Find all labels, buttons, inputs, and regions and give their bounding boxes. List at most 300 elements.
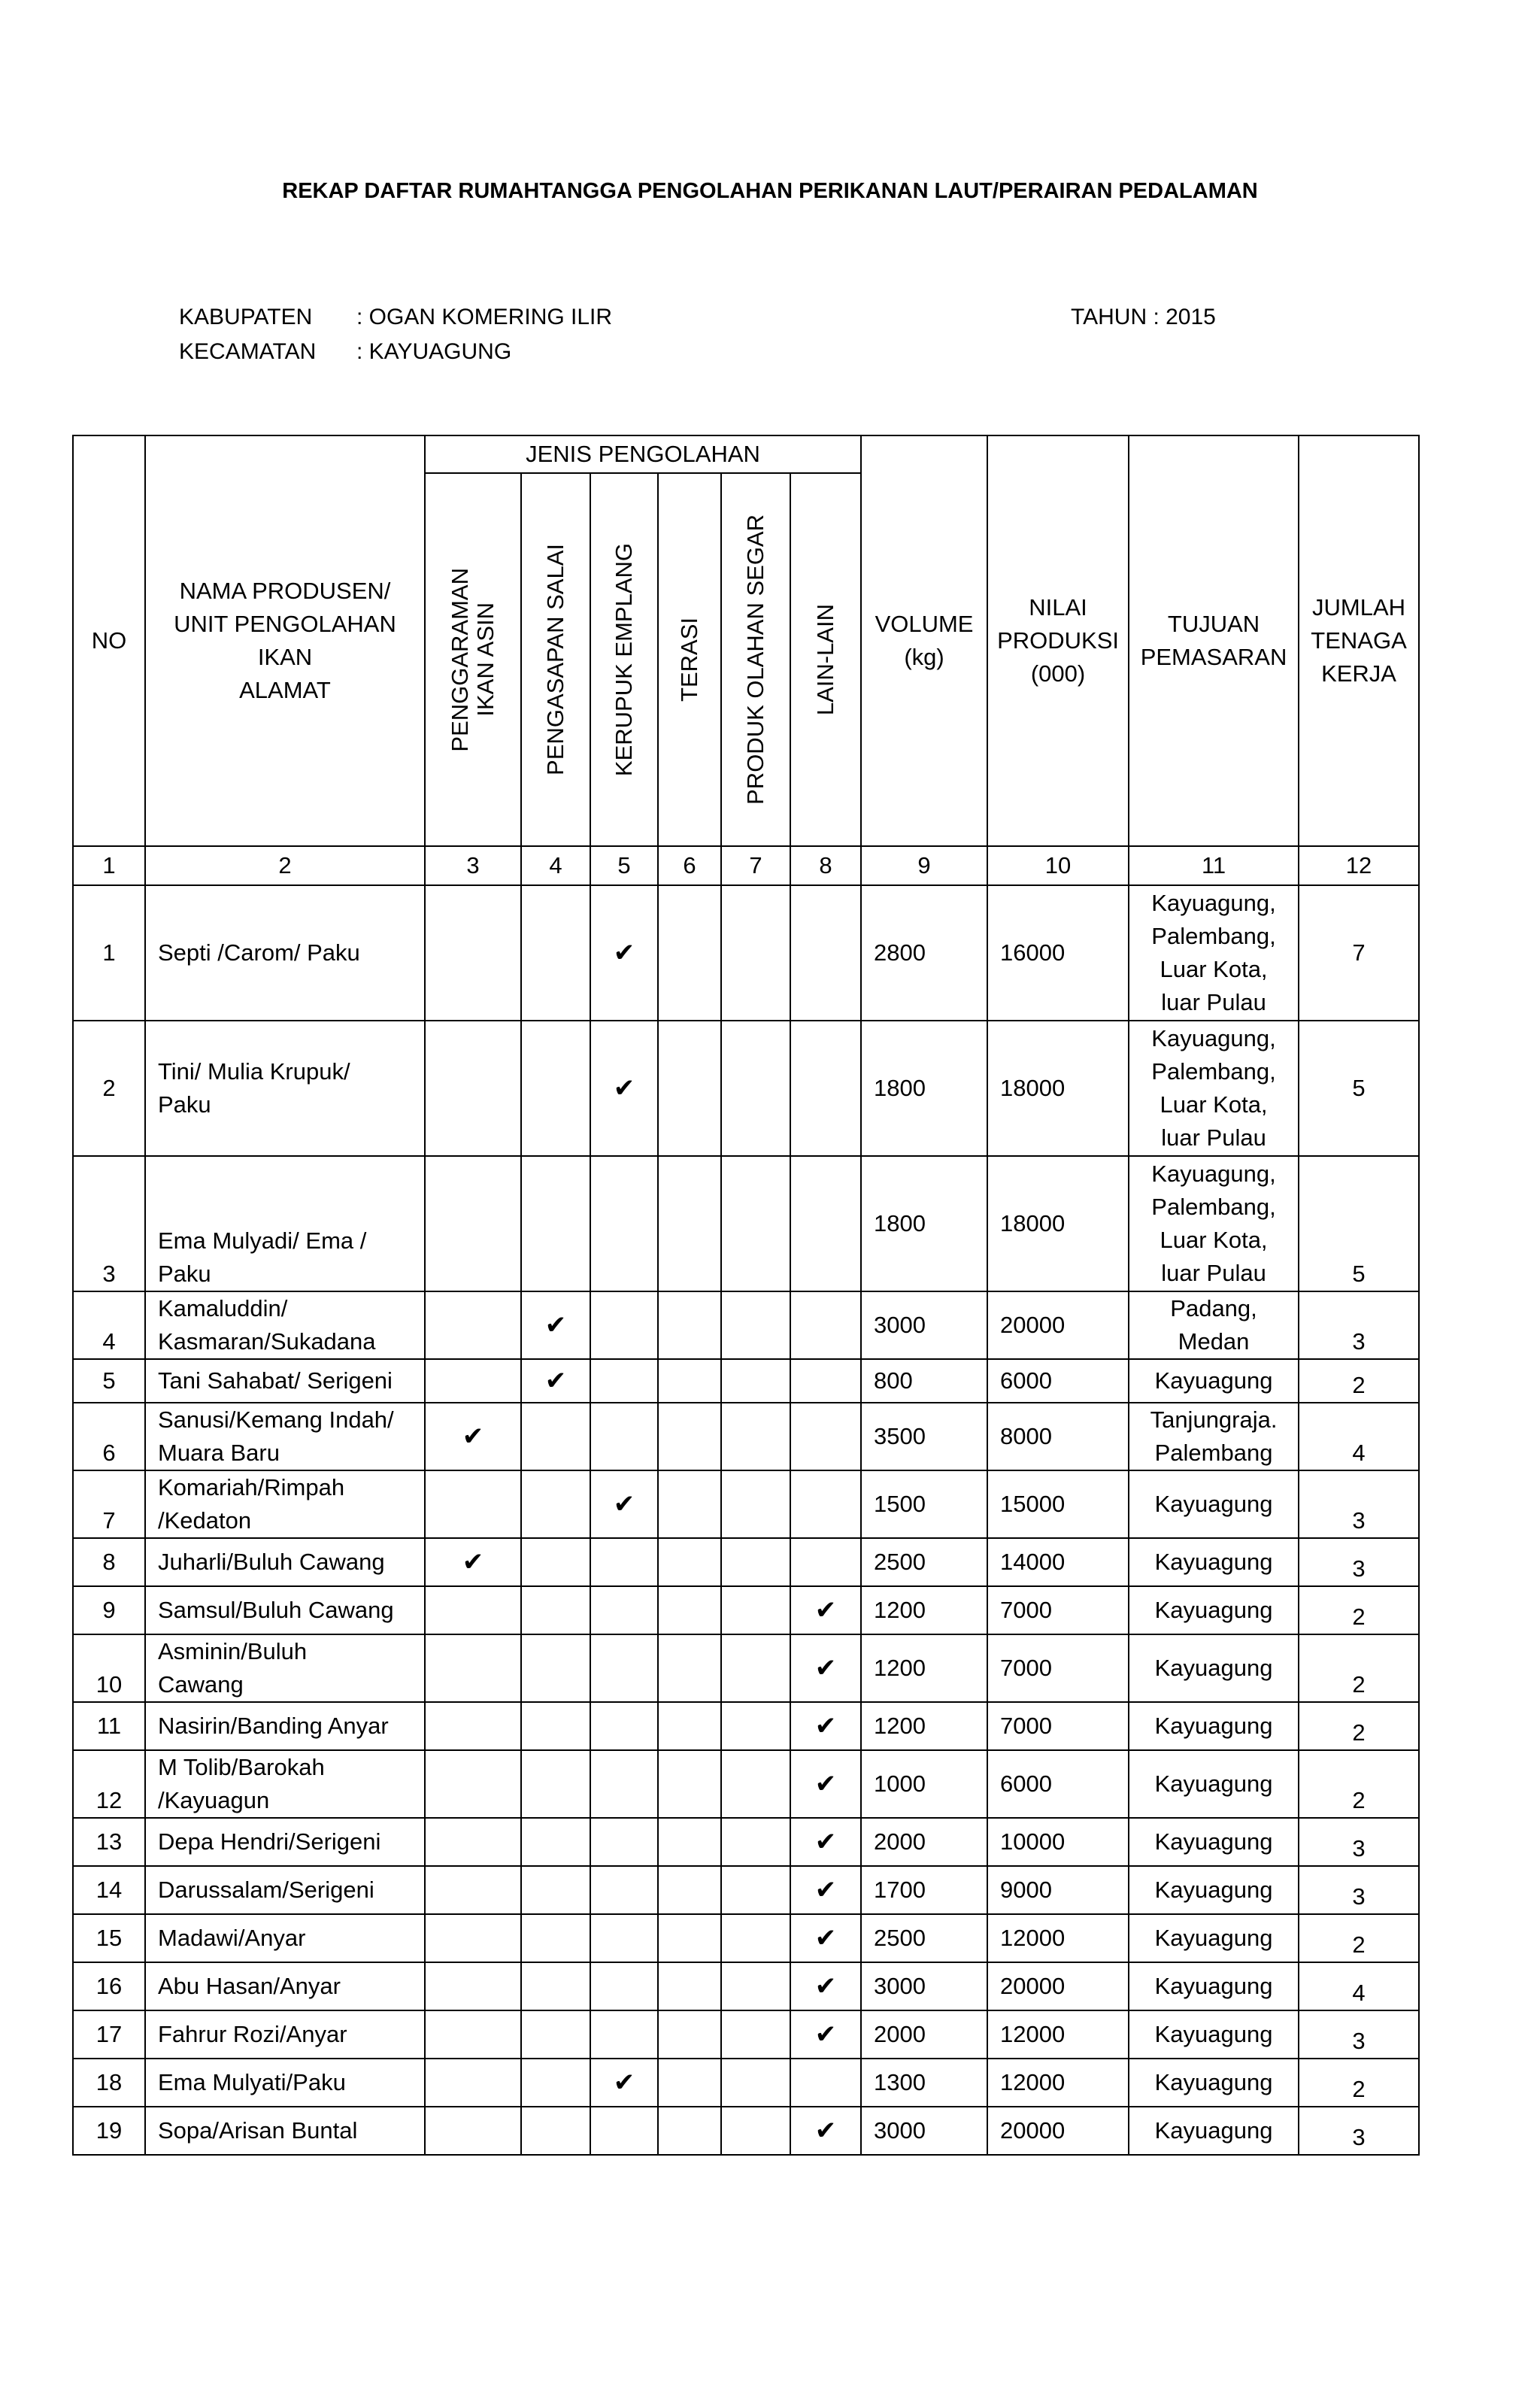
row-jenis-col-4 <box>521 1818 590 1866</box>
table-body <box>73 885 1419 2155</box>
row-nama-line: Ema Mulyati/Paku <box>158 2069 346 2095</box>
row-nama <box>145 1403 425 1470</box>
row-jenis-col-4 <box>521 1359 590 1403</box>
row-tujuan-line: Kayuagung <box>1154 1367 1273 1394</box>
row-tujuan-line: luar Pulau <box>1161 1124 1266 1151</box>
row-tujuan-line: Palembang, <box>1151 923 1276 949</box>
row-jenis-col-7 <box>721 1359 790 1403</box>
row-jenis-col-4 <box>521 2010 590 2059</box>
row-jenis-col-7 <box>721 1914 790 1962</box>
column-number: 1 <box>73 846 145 885</box>
row-nama-line: Nasirin/Banding Anyar <box>158 1713 389 1739</box>
row-volume: 2000 <box>861 2010 987 2059</box>
row-jenis-col-7 <box>721 2059 790 2107</box>
row-volume: 1800 <box>861 1021 987 1156</box>
row-jenis-col-5 <box>590 1634 658 1702</box>
checkmark-icon: ✔ <box>462 1548 484 1576</box>
checkmark-icon: ✔ <box>814 1596 837 1625</box>
row-jenis-col-3 <box>425 1914 521 1962</box>
row-jenis-col-6 <box>658 1866 721 1914</box>
checkmark-icon: ✔ <box>613 939 635 967</box>
row-jenis-col-4 <box>521 2059 590 2107</box>
row-nilai: 20000 <box>987 1291 1129 1359</box>
row-jenis-col-4 <box>521 1634 590 1702</box>
column-number: 5 <box>590 846 658 885</box>
row-nama-line: Komariah/Rimpah <box>158 1474 345 1500</box>
row-jenis-col-4 <box>521 2107 590 2155</box>
row-no: 9 <box>73 1586 145 1634</box>
checkmark-icon: ✔ <box>814 2116 837 2145</box>
row-jenis-col-5 <box>590 885 658 1021</box>
row-no: 10 <box>73 1634 145 1702</box>
row-no: 17 <box>73 2010 145 2059</box>
row-jenis-col-4 <box>521 1291 590 1359</box>
row-jenis-col-5 <box>590 1156 658 1291</box>
kabupaten-label: KABUPATEN <box>179 305 313 329</box>
row-tenaga-kerja: 2 <box>1299 2059 1419 2107</box>
row-jenis-col-7 <box>721 1156 790 1291</box>
row-nama <box>145 1586 425 1634</box>
row-tujuan-line: Kayuagung <box>1154 2069 1273 2095</box>
row-nama-line: Cawang <box>158 1671 244 1698</box>
row-jenis-col-4 <box>521 1750 590 1818</box>
row-nilai: 7000 <box>987 1586 1129 1634</box>
row-tujuan <box>1129 1156 1299 1291</box>
row-volume: 2000 <box>861 1818 987 1866</box>
row-tenaga-kerja: 3 <box>1299 2010 1419 2059</box>
table-row <box>73 1702 1419 1750</box>
checkmark-icon: ✔ <box>814 1924 837 1953</box>
row-jenis-col-8 <box>790 1470 861 1538</box>
row-tenaga-kerja: 7 <box>1299 885 1419 1021</box>
table-row <box>73 1538 1419 1586</box>
header-penggaraman: PENGGARAMAN IKAN ASIN <box>425 473 521 846</box>
row-jenis-col-5 <box>590 1750 658 1818</box>
row-nilai: 16000 <box>987 885 1129 1021</box>
row-jenis-col-6 <box>658 1634 721 1702</box>
row-jenis-col-8 <box>790 1021 861 1156</box>
row-jenis-col-5 <box>590 1021 658 1156</box>
row-jenis-col-6 <box>658 885 721 1021</box>
column-number: 2 <box>145 846 425 885</box>
row-jenis-col-3 <box>425 885 521 1021</box>
row-no: 14 <box>73 1866 145 1914</box>
row-nilai: 7000 <box>987 1634 1129 1702</box>
row-tujuan <box>1129 1470 1299 1538</box>
row-nama <box>145 1962 425 2010</box>
row-jenis-col-6 <box>658 1538 721 1586</box>
row-volume: 2500 <box>861 1538 987 1586</box>
column-number: 3 <box>425 846 521 885</box>
header-jenis-pengolahan: JENIS PENGOLAHAN <box>425 435 861 473</box>
row-jenis-col-8 <box>790 1914 861 1962</box>
table-row <box>73 1359 1419 1403</box>
row-jenis-col-7 <box>721 1403 790 1470</box>
row-tenaga-kerja: 2 <box>1299 1750 1419 1818</box>
row-no: 4 <box>73 1291 145 1359</box>
row-jenis-col-6 <box>658 1291 721 1359</box>
table-row <box>73 2107 1419 2155</box>
checkmark-icon: ✔ <box>613 1490 635 1519</box>
table-row <box>73 1962 1419 2010</box>
row-tenaga-kerja: 3 <box>1299 1538 1419 1586</box>
row-jenis-col-7 <box>721 1702 790 1750</box>
row-no: 8 <box>73 1538 145 1586</box>
row-jenis-col-3 <box>425 1750 521 1818</box>
row-nama-line: /Kedaton <box>158 1507 252 1534</box>
row-nama-line: Darussalam/Serigeni <box>158 1877 374 1903</box>
row-jenis-col-6 <box>658 1470 721 1538</box>
row-tenaga-kerja: 3 <box>1299 1291 1419 1359</box>
row-tujuan-line: Palembang <box>1154 1440 1273 1466</box>
row-jenis-col-8 <box>790 2010 861 2059</box>
row-jenis-col-6 <box>658 1750 721 1818</box>
row-nilai: 12000 <box>987 2059 1129 2107</box>
row-jenis-col-6 <box>658 1818 721 1866</box>
row-jenis-col-7 <box>721 1586 790 1634</box>
row-jenis-col-5 <box>590 1962 658 2010</box>
row-nama <box>145 1021 425 1156</box>
row-jenis-col-8 <box>790 1156 861 1291</box>
row-jenis-col-4 <box>521 1702 590 1750</box>
header-nilai: NILAI PRODUKSI (000) <box>987 435 1129 846</box>
row-nama <box>145 1914 425 1962</box>
row-nama-line: Depa Hendri/Serigeni <box>158 1828 381 1855</box>
row-jenis-col-3 <box>425 1962 521 2010</box>
row-tujuan <box>1129 1291 1299 1359</box>
row-volume: 1000 <box>861 1750 987 1818</box>
row-tujuan <box>1129 1818 1299 1866</box>
checkmark-icon: ✔ <box>814 1770 837 1798</box>
row-nama-line: Madawi/Anyar <box>158 1925 306 1951</box>
table-row <box>73 1634 1419 1702</box>
row-jenis-col-8 <box>790 1359 861 1403</box>
column-number: 12 <box>1299 846 1419 885</box>
row-jenis-col-3 <box>425 1470 521 1538</box>
row-nama-line: Paku <box>158 1091 211 1118</box>
row-jenis-col-3 <box>425 1702 521 1750</box>
row-tujuan-line: Kayuagung <box>1154 1655 1273 1681</box>
row-jenis-col-7 <box>721 1470 790 1538</box>
row-tujuan <box>1129 1586 1299 1634</box>
row-tujuan-line: Tanjungraja. <box>1150 1406 1278 1433</box>
header-terasi: TERASI <box>658 473 721 846</box>
row-tenaga-kerja: 2 <box>1299 1702 1419 1750</box>
row-jenis-col-7 <box>721 1962 790 2010</box>
row-jenis-col-8 <box>790 1538 861 1586</box>
row-jenis-col-5 <box>590 1586 658 1634</box>
row-volume: 2800 <box>861 885 987 1021</box>
row-volume: 1200 <box>861 1634 987 1702</box>
row-jenis-col-5 <box>590 1914 658 1962</box>
row-nama-line: Kamaluddin/ <box>158 1295 288 1321</box>
column-number: 8 <box>790 846 861 885</box>
row-nilai: 20000 <box>987 2107 1129 2155</box>
row-jenis-col-4 <box>521 1914 590 1962</box>
row-nama <box>145 2107 425 2155</box>
column-number: 4 <box>521 846 590 885</box>
row-nilai: 14000 <box>987 1538 1129 1586</box>
row-volume: 1200 <box>861 1586 987 1634</box>
row-volume: 2500 <box>861 1914 987 1962</box>
row-nama <box>145 1291 425 1359</box>
row-tenaga-kerja: 5 <box>1299 1156 1419 1291</box>
table-row <box>73 1586 1419 1634</box>
row-jenis-col-4 <box>521 1021 590 1156</box>
checkmark-icon: ✔ <box>814 1972 837 2001</box>
row-nama <box>145 1156 425 1291</box>
row-nama <box>145 2059 425 2107</box>
row-nama-line: Sanusi/Kemang Indah/ <box>158 1406 394 1433</box>
row-nilai: 9000 <box>987 1866 1129 1914</box>
row-jenis-col-7 <box>721 1021 790 1156</box>
header-jumlah: JUMLAH TENAGA KERJA <box>1299 435 1419 846</box>
row-volume: 3000 <box>861 2107 987 2155</box>
header-produk: PRODUK OLAHAN SEGAR <box>721 473 790 846</box>
row-jenis-col-3 <box>425 1403 521 1470</box>
row-nilai: 15000 <box>987 1470 1129 1538</box>
row-jenis-col-7 <box>721 2010 790 2059</box>
row-tujuan <box>1129 2059 1299 2107</box>
row-no: 1 <box>73 885 145 1021</box>
row-nama <box>145 1359 425 1403</box>
column-number: 7 <box>721 846 790 885</box>
checkmark-icon: ✔ <box>814 1712 837 1740</box>
row-volume: 3500 <box>861 1403 987 1470</box>
row-nilai: 12000 <box>987 1914 1129 1962</box>
row-volume: 800 <box>861 1359 987 1403</box>
row-jenis-col-8 <box>790 2107 861 2155</box>
row-jenis-col-3 <box>425 2059 521 2107</box>
row-jenis-col-7 <box>721 1538 790 1586</box>
row-nama <box>145 2010 425 2059</box>
kecamatan-label: KECAMATAN <box>179 339 317 364</box>
row-jenis-col-7 <box>721 885 790 1021</box>
document-title: REKAP DAFTAR RUMAHTANGGA PENGOLAHAN PERIKANAN LAUT/PERAIRAN PEDALAMAN <box>282 179 1258 203</box>
row-jenis-col-6 <box>658 2107 721 2155</box>
row-nama-line: Paku <box>158 1261 211 1287</box>
row-nilai: 6000 <box>987 1750 1129 1818</box>
row-nama-line: Fahrur Rozi/Anyar <box>158 2021 347 2047</box>
row-tujuan <box>1129 885 1299 1021</box>
row-jenis-col-5 <box>590 1470 658 1538</box>
row-jenis-col-6 <box>658 1702 721 1750</box>
header-lain: LAIN-LAIN <box>790 473 861 846</box>
row-nama-line: /Kayuagun <box>158 1787 270 1813</box>
table-row <box>73 1818 1419 1866</box>
row-jenis-col-3 <box>425 2010 521 2059</box>
table-row <box>73 1866 1419 1914</box>
row-tujuan-line: Kayuagung <box>1154 1770 1273 1797</box>
row-tujuan <box>1129 1403 1299 1470</box>
table-row <box>73 1156 1419 1291</box>
row-jenis-col-8 <box>790 2059 861 2107</box>
row-jenis-col-7 <box>721 1634 790 1702</box>
row-nilai: 18000 <box>987 1156 1129 1291</box>
row-nama-line: Tani Sahabat/ Serigeni <box>158 1367 393 1394</box>
row-jenis-col-3 <box>425 1359 521 1403</box>
row-jenis-col-5 <box>590 1702 658 1750</box>
row-tenaga-kerja: 4 <box>1299 1403 1419 1470</box>
row-tujuan-line: Kayuagung, <box>1151 1161 1276 1187</box>
row-tujuan-line: Kayuagung <box>1154 2117 1273 2144</box>
row-tujuan <box>1129 2107 1299 2155</box>
row-tenaga-kerja: 2 <box>1299 1914 1419 1962</box>
row-tujuan <box>1129 1634 1299 1702</box>
row-jenis-col-3 <box>425 1634 521 1702</box>
row-nama-line: Ema Mulyadi/ Ema / <box>158 1227 367 1254</box>
row-nama <box>145 1538 425 1586</box>
row-jenis-col-3 <box>425 2107 521 2155</box>
table-row <box>73 1403 1419 1470</box>
row-tujuan-line: luar Pulau <box>1161 989 1266 1015</box>
row-nama-line: Muara Baru <box>158 1440 280 1466</box>
checkmark-icon: ✔ <box>613 1074 635 1103</box>
row-jenis-col-3 <box>425 1291 521 1359</box>
row-nama-line: Septi /Carom/ Paku <box>158 939 360 966</box>
row-tenaga-kerja: 5 <box>1299 1021 1419 1156</box>
row-tenaga-kerja: 3 <box>1299 1866 1419 1914</box>
row-nama-line: Samsul/Buluh Cawang <box>158 1597 394 1623</box>
row-tenaga-kerja: 2 <box>1299 1586 1419 1634</box>
row-volume: 1700 <box>861 1866 987 1914</box>
row-nama-line: Tini/ Mulia Krupuk/ <box>158 1058 350 1085</box>
row-jenis-col-5 <box>590 1538 658 1586</box>
row-jenis-col-6 <box>658 1156 721 1291</box>
data-table <box>72 435 1420 2156</box>
row-volume: 3000 <box>861 1291 987 1359</box>
checkmark-icon: ✔ <box>544 1367 567 1395</box>
row-nilai: 20000 <box>987 1962 1129 2010</box>
row-jenis-col-7 <box>721 2107 790 2155</box>
row-jenis-col-4 <box>521 1470 590 1538</box>
row-tujuan <box>1129 1914 1299 1962</box>
row-no: 12 <box>73 1750 145 1818</box>
row-tujuan <box>1129 1021 1299 1156</box>
row-tenaga-kerja: 3 <box>1299 2107 1419 2155</box>
row-jenis-col-4 <box>521 1156 590 1291</box>
column-number: 10 <box>987 846 1129 885</box>
row-jenis-col-6 <box>658 2059 721 2107</box>
row-tujuan-line: Kayuagung <box>1154 1597 1273 1623</box>
row-jenis-col-3 <box>425 1586 521 1634</box>
row-tujuan-line: Luar Kota, <box>1160 1091 1268 1118</box>
row-jenis-col-5 <box>590 2010 658 2059</box>
row-tujuan-line: Kayuagung <box>1154 1925 1273 1951</box>
row-jenis-col-3 <box>425 1538 521 1586</box>
column-number: 11 <box>1129 846 1299 885</box>
column-number: 6 <box>658 846 721 885</box>
row-tenaga-kerja: 2 <box>1299 1359 1419 1403</box>
row-jenis-col-6 <box>658 1586 721 1634</box>
row-jenis-col-8 <box>790 1634 861 1702</box>
table-row <box>73 885 1419 1021</box>
header-kerupuk: KERUPUK EMPLANG <box>590 473 658 846</box>
row-jenis-col-7 <box>721 1291 790 1359</box>
row-jenis-col-6 <box>658 1021 721 1156</box>
row-jenis-col-6 <box>658 1962 721 2010</box>
row-jenis-col-8 <box>790 1291 861 1359</box>
row-jenis-col-5 <box>590 2107 658 2155</box>
row-tujuan-line: Kayuagung <box>1154 1549 1273 1575</box>
row-jenis-col-8 <box>790 1962 861 2010</box>
kecamatan-value: : KAYUAGUNG <box>356 339 512 364</box>
row-jenis-col-6 <box>658 1914 721 1962</box>
row-volume: 1200 <box>861 1702 987 1750</box>
row-nama-line: Asminin/Buluh <box>158 1638 308 1664</box>
row-nama-line: Juharli/Buluh Cawang <box>158 1549 385 1575</box>
row-nama <box>145 1818 425 1866</box>
row-jenis-col-4 <box>521 1403 590 1470</box>
row-tujuan <box>1129 1359 1299 1403</box>
row-tenaga-kerja: 3 <box>1299 1470 1419 1538</box>
row-jenis-col-5 <box>590 2059 658 2107</box>
row-tujuan <box>1129 1702 1299 1750</box>
row-jenis-col-8 <box>790 1403 861 1470</box>
row-jenis-col-7 <box>721 1866 790 1914</box>
row-no: 2 <box>73 1021 145 1156</box>
checkmark-icon: ✔ <box>814 1654 837 1682</box>
row-no: 7 <box>73 1470 145 1538</box>
row-jenis-col-8 <box>790 885 861 1021</box>
row-tujuan-line: Luar Kota, <box>1160 956 1268 982</box>
row-jenis-col-3 <box>425 1866 521 1914</box>
row-tenaga-kerja: 3 <box>1299 1818 1419 1866</box>
row-jenis-col-4 <box>521 885 590 1021</box>
row-no: 13 <box>73 1818 145 1866</box>
header-pengasapan: PENGASAPAN SALAI <box>521 473 590 846</box>
row-nama-line: Sopa/Arisan Buntal <box>158 2117 358 2144</box>
row-nama <box>145 1702 425 1750</box>
row-nilai: 6000 <box>987 1359 1129 1403</box>
row-tujuan-line: Kayuagung <box>1154 1491 1273 1517</box>
row-jenis-col-8 <box>790 1586 861 1634</box>
row-jenis-col-5 <box>590 1291 658 1359</box>
row-nama-line: Abu Hasan/Anyar <box>158 1973 341 1999</box>
row-nama-line: M Tolib/Barokah <box>158 1754 325 1780</box>
checkmark-icon: ✔ <box>814 2020 837 2049</box>
row-nama <box>145 1750 425 1818</box>
row-volume: 1800 <box>861 1156 987 1291</box>
row-nama <box>145 1634 425 1702</box>
table-row <box>73 1291 1419 1359</box>
row-jenis-col-3 <box>425 1021 521 1156</box>
row-volume: 3000 <box>861 1962 987 2010</box>
row-no: 16 <box>73 1962 145 2010</box>
row-tujuan <box>1129 1750 1299 1818</box>
row-no: 11 <box>73 1702 145 1750</box>
row-jenis-col-4 <box>521 1538 590 1586</box>
column-number: 9 <box>861 846 987 885</box>
checkmark-icon: ✔ <box>814 1876 837 1904</box>
table-row <box>73 1470 1419 1538</box>
checkmark-icon: ✔ <box>814 1828 837 1856</box>
row-tujuan-line: Kayuagung, <box>1151 890 1276 916</box>
row-tujuan-line: Kayuagung, <box>1151 1025 1276 1051</box>
row-tujuan-line: Palembang, <box>1151 1194 1276 1220</box>
row-tujuan <box>1129 1866 1299 1914</box>
row-tujuan <box>1129 1538 1299 1586</box>
row-tenaga-kerja: 2 <box>1299 1634 1419 1702</box>
row-tujuan-line: Kayuagung <box>1154 1713 1273 1739</box>
table-row <box>73 1750 1419 1818</box>
row-jenis-col-6 <box>658 1403 721 1470</box>
row-tujuan-line: Kayuagung <box>1154 2021 1273 2047</box>
row-jenis-col-8 <box>790 1702 861 1750</box>
row-nilai: 7000 <box>987 1702 1129 1750</box>
kabupaten-value: : OGAN KOMERING ILIR <box>356 305 613 329</box>
table-row <box>73 1914 1419 1962</box>
